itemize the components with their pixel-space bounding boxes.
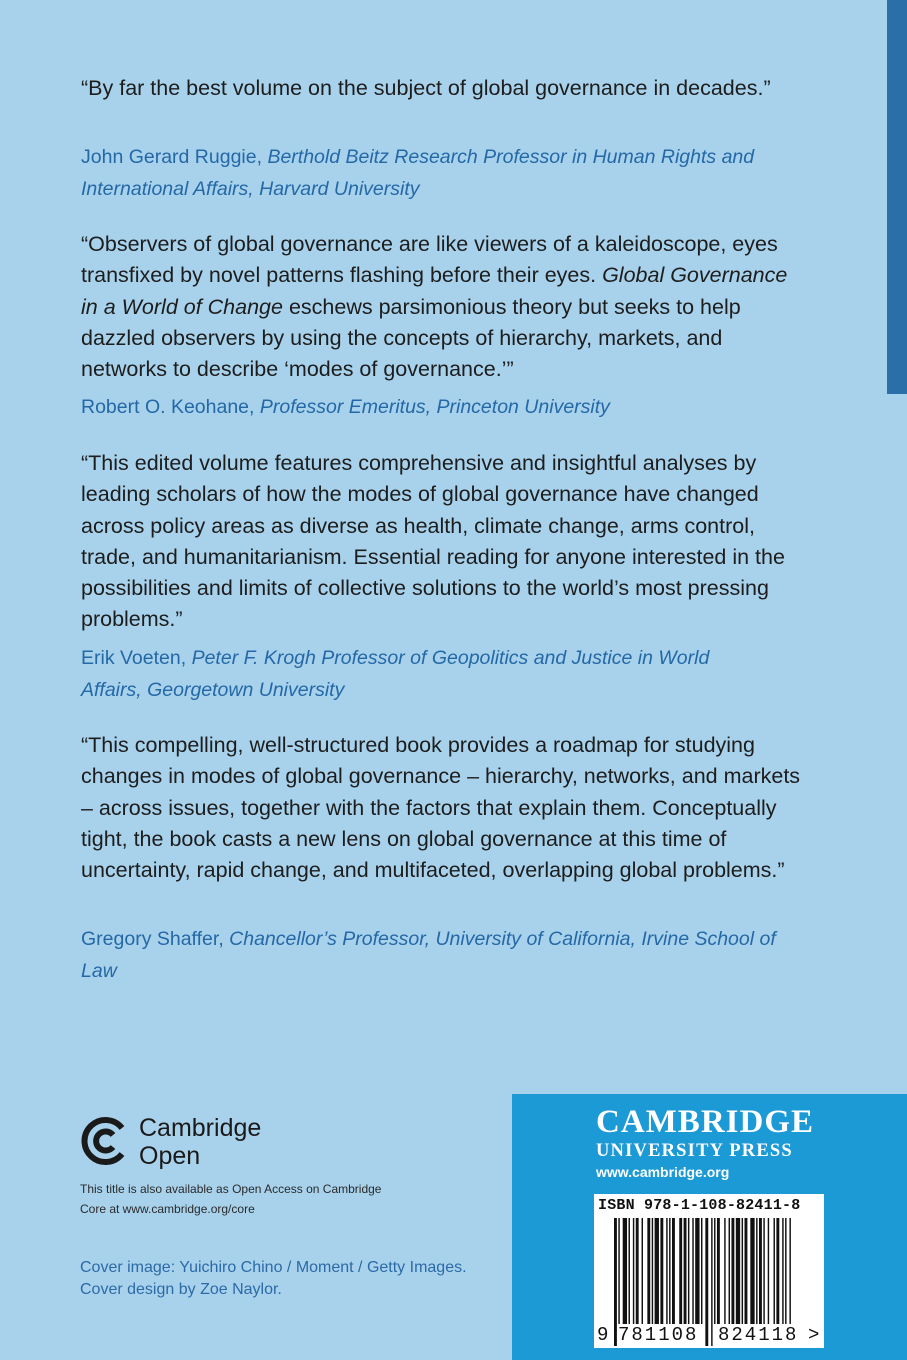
spine-color-bar — [887, 0, 907, 394]
cover-image-credit: Cover image: Yuichiro Chino / Moment / Getty Images. — [80, 1259, 467, 1276]
barcode-bar — [684, 1218, 687, 1324]
barcode-bar — [636, 1218, 639, 1324]
barcode-bar — [692, 1218, 693, 1324]
barcode-bar — [652, 1218, 653, 1324]
barcode-bar — [655, 1218, 659, 1324]
barcode-bar — [623, 1218, 627, 1324]
blurb-affiliation-2: Professor Emeritus, Princeton University — [259, 396, 610, 418]
barcode-digits-right: 824118 — [718, 1324, 799, 1346]
barcode-bar — [688, 1218, 689, 1324]
cambridge-open-word-1: Cambridge — [139, 1114, 262, 1142]
barcode-bar — [705, 1218, 708, 1346]
barcode-bar — [669, 1218, 670, 1324]
isbn-label: ISBN 978-1-108-82411-8 — [598, 1197, 801, 1214]
blurb-author-4: Gregory Shaffer — [81, 928, 219, 950]
blurb-attribution-3: Erik Voeten, Peter F. Krogh Professor of Geopolitics and Justice in World Affairs, Georgetown University — [81, 647, 710, 701]
blurb-quote-2-text-after: eschews parsimonious theory but seeks to help dazzled observers by using the concepts of hierarchy, markets, and networks to describe ‘modes of governance.’” — [81, 294, 741, 382]
blurb-quote-2 — [81, 229, 801, 385]
publisher-logo — [596, 1104, 896, 1162]
barcode-bar — [629, 1218, 630, 1324]
cambridge-open-c-icon — [80, 1116, 130, 1166]
barcode-bar — [782, 1218, 783, 1324]
publisher-panel — [512, 1094, 907, 1360]
barcode-bar — [731, 1218, 734, 1324]
barcode-bar — [717, 1218, 720, 1324]
barcode-bar — [774, 1218, 775, 1324]
blurb-author-2: Robert O. Keohane — [81, 396, 250, 418]
barcode-bar — [763, 1218, 764, 1324]
publisher-name-line1: CAMBRIDGE — [596, 1104, 815, 1140]
barcode-bar — [633, 1218, 634, 1324]
barcode-bar — [701, 1218, 702, 1324]
cambridge-open-logo — [80, 1112, 290, 1172]
open-access-note: This title is also available as Open Access on Cambridge Core at www.cambridge.org/core — [80, 1182, 382, 1216]
blurb-attribution-2: Robert O. Keohane, Professor Emeritus, Princeton University — [81, 396, 610, 418]
barcode-bar — [750, 1218, 754, 1324]
barcode-bar — [736, 1218, 740, 1324]
barcode-bar — [695, 1218, 699, 1324]
blurb-quote-2-text-before: “Observers of global governance are like viewers of a kaleidoscope, eyes transfixed by novel patterns flashing before their eyes. — [81, 232, 778, 288]
barcode-bar — [776, 1218, 779, 1324]
blurb-attribution-1: John Gerard Ruggie, Berthold Beitz Research Professor in Human Rights and International Affairs, Harvard University — [81, 146, 755, 200]
barcode-bar — [679, 1218, 682, 1324]
blurb-affiliation-1: Berthold Beitz Research Professor in Human Rights and International Affairs, Harvard University — [81, 146, 755, 200]
barcode-digits-left: 781108 — [618, 1324, 699, 1346]
barcode-bar — [711, 1218, 712, 1346]
barcode-bar — [768, 1218, 769, 1324]
barcode-bar — [614, 1218, 617, 1346]
blurb-quote-1: “By far the best volume on the subject of global governance in decades.” — [81, 76, 771, 100]
barcode-digit-lead: 9 — [597, 1324, 609, 1346]
blurb-affiliation-3: Peter F. Krogh Professor of Geopolitics and Justice in World Affairs, Georgetown University — [81, 647, 710, 701]
barcode-bar — [729, 1218, 730, 1324]
barcode-bar — [756, 1218, 757, 1324]
barcode-bar — [647, 1218, 650, 1324]
blurb-affiliation-4: Chancellor’s Professor, University of California, Irvine School of Law — [81, 928, 776, 982]
barcode-bar — [642, 1218, 643, 1324]
barcode-bar — [724, 1218, 725, 1324]
barcode-bar — [745, 1218, 748, 1324]
barcode-bar — [785, 1218, 786, 1324]
barcode-bar — [660, 1218, 663, 1324]
cover-design-credit: Cover design by Zoe Naylor. — [80, 1281, 282, 1298]
barcode-bar — [672, 1218, 675, 1324]
cover-credits — [80, 1257, 500, 1301]
barcode-bar — [742, 1218, 743, 1324]
barcode-bar — [714, 1218, 715, 1324]
publisher-name-line2: UNIVERSITY PRESS — [596, 1141, 793, 1161]
isbn-barcode — [594, 1194, 824, 1348]
barcode-bar — [759, 1218, 762, 1324]
barcode-digit-end: > — [808, 1324, 820, 1346]
blurb-quote-3: “This edited volume features comprehensive and insightful analyses by leading scholars of how the modes of global governance have changed across policy areas as diverse as health, climate change, arms control, trade, and humanitarianism. Essential reading for anyone interested in the possibilities and limits of collective solutions to the world’s most pressing problems.” — [81, 451, 785, 632]
blurb-quote-2-book-title: Global Governance in a World of Change — [81, 263, 788, 319]
publisher-url: www.cambridge.org — [596, 1164, 730, 1180]
cambridge-open-word-2: Open — [139, 1142, 201, 1170]
blurb-author-3: Erik Voeten — [81, 647, 181, 669]
blurb-quote-4: “This compelling, well-structured book provides a roadmap for studying changes in modes of global governance – hierarchy, networks, and markets – across issues, together with the factors that explain them. Conceptually tight, the book casts a new lens on global governance at this time of uncertainty, rapid change, and multifaceted, overlapping global problems.” — [81, 733, 801, 883]
blurb-attribution-4: Gregory Shaffer, Chancellor’s Professor, University of California, Irvine School of Law — [81, 928, 776, 982]
barcode-bar — [666, 1218, 667, 1324]
blurb-author-1: John Gerard Ruggie — [81, 146, 257, 168]
